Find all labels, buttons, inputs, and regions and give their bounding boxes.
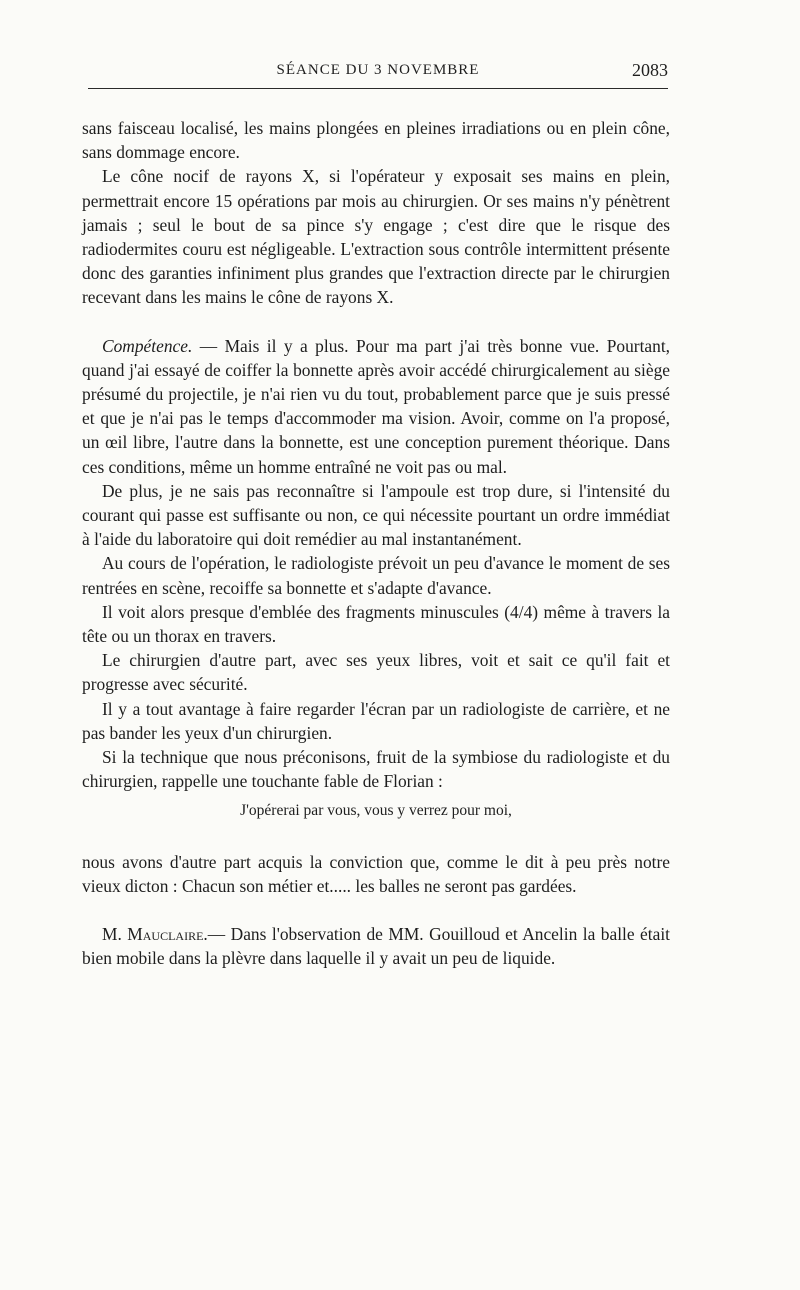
paragraph-3-text: — Mais il y a plus. Pour ma part j'ai très bonne vue. Pourtant, quand j'ai essayé de coiffer la bonnette après avoir accédé chirurgicalement au siège présumé du projectile, je n'ai rien vu du tout, probablement parce que je suis pressé et que je n'ai pas le temps d'accommoder ma vision. Avoir, comme on l'a proposé, un œil libre, l'autre dans la bonnette, est une conception purement théorique. Dans ces conditions, même un homme entraîné ne voit pas ou mal. [82, 335, 670, 477]
paragraph-4: De plus, je ne sais pas reconnaître si l'ampoule est trop dure, si l'intensité du courant qui passe est suffisante ou non, ce qui nécessite pourtant un ordre immédiat à l'aide du laboratoire qui doit remédier au mal instantanément. [82, 480, 670, 550]
verse-quotation: J'opérerai par vous, vous y verrez pour moi, [240, 802, 512, 820]
running-title: SÉANCE DU 3 NOVEMBRE [276, 62, 480, 78]
paragraph-6: Il voit alors presque d'emblée des fragments minuscules (4/4) même à travers la tête ou un thorax en travers. [82, 601, 670, 647]
page-number: 2083 [632, 60, 668, 80]
paragraph-1: sans faisceau localisé, les mains plongées en pleines irradiations ou en plein cône, sans dommage encore. [82, 118, 670, 163]
paragraph-11 [82, 922, 670, 970]
section-heading-competence: Compétence. [102, 335, 193, 356]
paragraph-9: Si la technique que nous préconisons, fruit de la symbiose du radiologiste et du chirurgien, rappelle une touchante fable de Florian : [82, 747, 670, 792]
speaker-name: M. Mauclaire. [102, 924, 208, 945]
page-header [88, 58, 668, 89]
body-text [82, 116, 670, 971]
paragraph-3 [82, 334, 670, 479]
paragraph-7: Le chirurgien d'autre part, avec ses yeux libres, voit et sait ce qu'il fait et progresse avec sécurité. [82, 650, 670, 695]
paragraph-2: Le cône nocif de rayons X, si l'opérateur y exposait ses mains en plein, permettrait encore 15 opérations par mois au chirurgien. Or ses mains n'y pénètrent jamais ; seul le bout de sa pince s'y engage ; c'est dire que le risque des radiodermites couru est négligeable. L'extraction sous contrôle intermittent présente donc des garanties infiniment plus grandes que l'extraction directe par le chirurgien recevant dans les mains le cône de rayons X. [82, 166, 670, 308]
paragraph-11-text: — Dans l'observation de MM. Gouilloud et Ancelin la balle était bien mobile dans la plèvre dans laquelle il y avait un peu de liquide. [82, 924, 670, 969]
paragraph-5: Au cours de l'opération, le radiologiste prévoit un peu d'avance le moment de ses rentrées en scène, recoiffe sa bonnette et s'adapte d'avance. [82, 553, 670, 598]
paragraph-10: nous avons d'autre part acquis la conviction que, comme le dit à peu près notre vieux dicton : Chacun son métier et..... les balles ne seront pas gardées. [82, 851, 670, 896]
paragraph-8: Il y a tout avantage à faire regarder l'écran par un radiologiste de carrière, et ne pas bander les yeux d'un chirurgien. [82, 698, 670, 743]
